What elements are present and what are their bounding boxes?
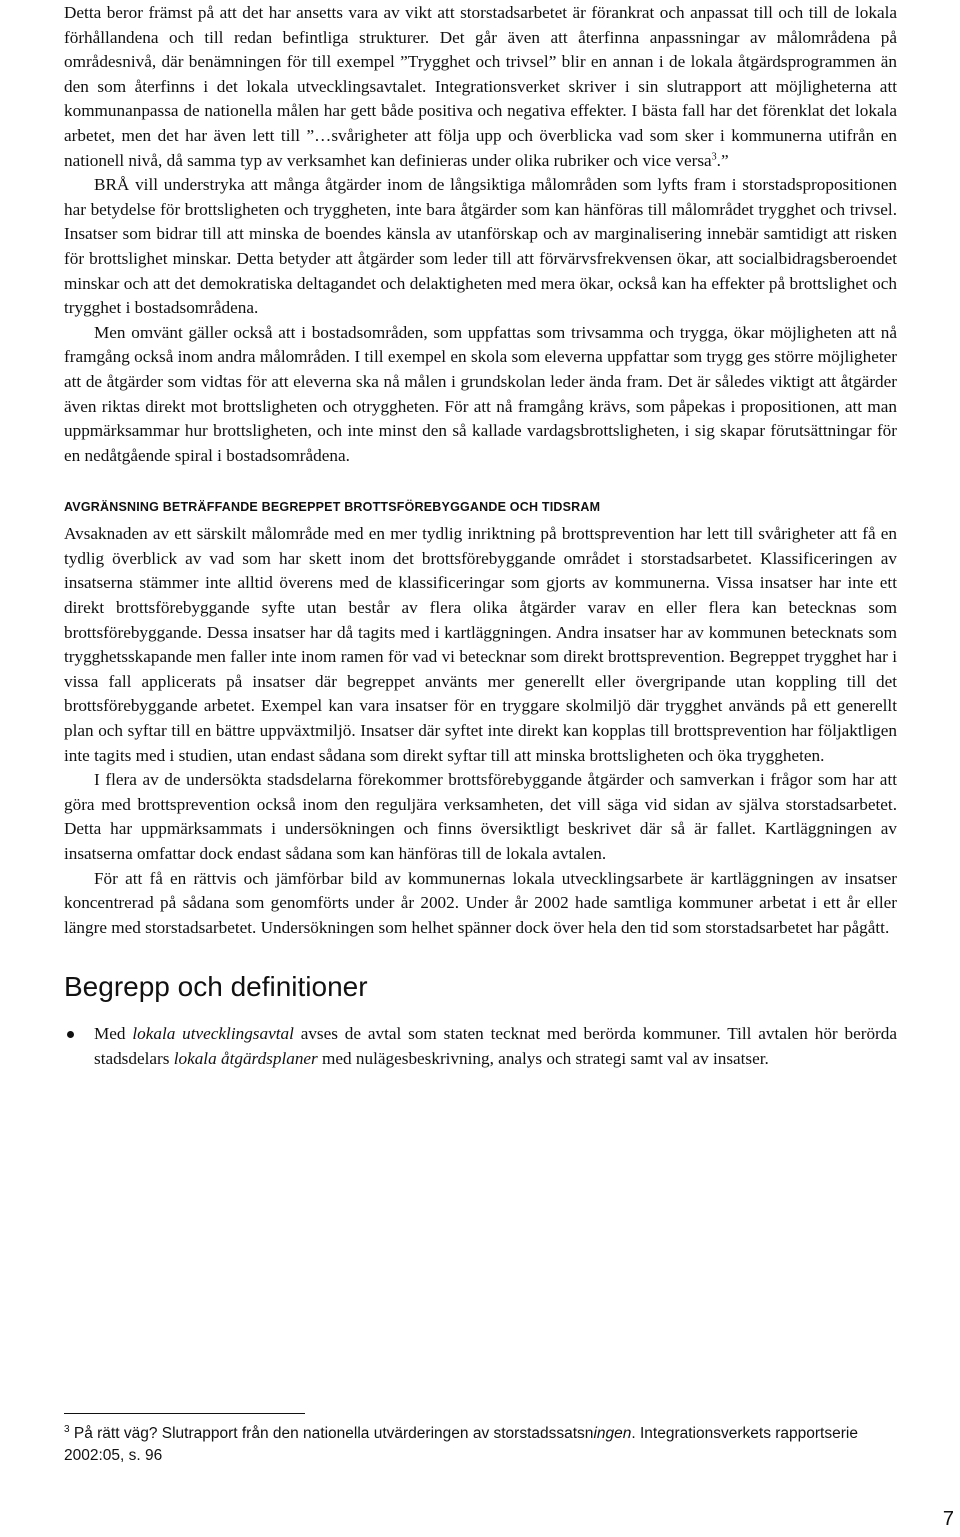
paragraph-4 <box>64 522 897 768</box>
text-run: Avsaknaden av ett särskilt målområde med en mer tydlig inriktning på brottsprevention har lett till svårigheter att få en tydlig överblick av vad som har skett inom det brottsförebyggande området i storstadsarbetet. Klassificeringen av insatserna stämmer inte alltid överens med de klassificeringar som gjorts av kommunerna. Vissa insatser har inte ett direkt brottsförebyggande syfte utan består av flera olika åtgärder varav en eller flera kan betecknas som brottsförebyggande. Dessa insatser har då tagits med i kartläggningen. Andra insatser har av kommunen betecknats som trygghetsskapande men faller inte inom ramen för vad vi betecknar som direkt brottsprevention. Begreppet trygghet har i vissa fall applicerats på insatser där begreppet använts mer generellt eller övergripande utan koppling till det brottsförebyggande arbetet. Exempel kan vara insatser för en tryggare skolmiljö där trygghet används på ett generellt plan och syftar till en bättre uppväxtmiljö. Insatser där syftet inte direkt kan kopplas till brottsprevention har följaktligen inte tagits med i studien, utan endast sådana som direkt syftar till att minska brottsligheten och öka tryggheten. <box>64 524 897 765</box>
footnote-text <box>64 1425 858 1464</box>
definition-text <box>94 1022 897 1071</box>
footnote <box>64 1423 897 1467</box>
text-run: med nulägesbeskrivning, analys och strategi samt val av insatser. <box>317 1048 769 1068</box>
text-run: På rätt väg? Slutrapport från den nationella utvärderingen av storstadssatsn <box>69 1425 594 1442</box>
paragraph-5 <box>64 768 897 866</box>
footnote-reference: 3 <box>711 150 717 162</box>
body-section-2 <box>64 522 897 940</box>
document-page <box>64 0 897 1464</box>
text-run: lokala utvecklingsavtal <box>132 1024 294 1044</box>
text-run: ingen <box>593 1425 632 1442</box>
paragraph-1 <box>64 1 897 173</box>
page-number: 7 <box>942 1508 954 1530</box>
paragraph-6 <box>64 867 897 941</box>
text-run: BRÅ vill understryka att många åtgärder inom de långsiktiga målområden som lyfts fram i storstadspropositionen har betydelse för brottsligheten och tryggheten, inte bara åtgärder som kan hänföras till målområdet trygghet och trivsel. Insatser som bidrar till att minska de boendes känsla av utanförskap och av marginalisering innebär samtidigt att risken för brottslighet minskar. Detta betyder att åtgärder som leder till att förvärvsfrekvensen ökar, att socialbidragsberoendet minskar och att det demokratiska deltagandet och delaktigheten med mera ökar, också kan ha effekter på brottslighet och trygghet i bostadsområdena. <box>64 175 897 318</box>
text-run: I flera av de undersökta stadsdelarna förekommer brottsförebyggande åtgärder och samverkan i frågor som har att göra med brottsprevention också inom den reguljära verksamheten, det vill säga vid sidan av själva storstadsarbetet. Detta har uppmärksammats i undersökningen och finns översiktligt beskrivet där så är fallet. Kartläggningen av insatserna omfattar dock endast sådana som kan hänföras till de lokala avtalen. <box>64 770 897 863</box>
text-run: Detta beror främst på att det har ansetts vara av vikt att storstadsarbetet är förankrat och anpassat till och till de lokala förhållandena och till redan befintliga strukturer. Det går även att återfinna anpassningar av målområdena på områdesnivå, där benämningen för till exempel ”Trygghet och trivsel” blir en annan i de lokala åtgärdsprogrammen än den som återfinns i det lokala utvecklingsavtalet. Integrationsverket skriver i sin slutrapport att möjligheterna att kommunanpassa de nationella målen har gett både positiva och negativa effekter. I bästa fall har det förenklat det lokala arbetet, men det har även lett till ”…svårigheter att följa upp och överblicka vad som sker i kommunerna utifrån en nationell nivå, då samma typ av verksamhet kan definieras under olika rubriker och vice versa <box>64 3 897 170</box>
definition-item <box>64 1022 897 1071</box>
paragraph-3 <box>64 321 897 469</box>
text-run: Med <box>94 1024 133 1044</box>
paragraph-2 <box>64 173 897 321</box>
section-heading: AVGRÄNSNING BETRÄFFANDE BEGREPPET BROTTSFÖREBYGGANDE OCH TIDSRAM <box>64 500 601 515</box>
text-run: Men omvänt gäller också att i bostadsområden, som uppfattas som trivsamma och trygga, ökar möjligheten att nå framgång också inom andra målområden. I till exempel en skola som eleverna uppfattar som trygg ges större möjligheter att de åtgärder som vidtas för att eleverna ska nå målen i grundskolan leder ända fram. Det är således viktigt att åtgärder även riktas direkt mot brottsligheten och otryggheten. För att nå framgång krävs, som påpekas i propositionen, att man uppmärksammar hur brottsligheten, och inte minst den så kallade vardagsbrottsligheten, i sig skapar förutsättningar för en nedåtgående spiral i bostadsområdena. <box>64 322 897 465</box>
text-run: avses de avtal som staten tecknat med berörda kommuner. Till avtalen hör berörda stadsdelars <box>94 1024 897 1068</box>
footnote-divider <box>64 1413 305 1414</box>
bullet-dot-icon <box>67 1031 74 1038</box>
text-run: . Integrationsverkets rapportserie 2002:05, s. 96 <box>64 1425 858 1464</box>
definitions-list <box>64 1022 897 1071</box>
body-section-1 <box>64 1 897 468</box>
text-run: För att få en rättvis och jämförbar bild av kommunernas lokala utvecklingsarbete är kartläggningen av insatser koncentrerad på sådana som genomförts under år 2002. Under år 2002 hade samtliga kommuner arbetat i ett år eller längre med storstadsarbetet. Undersökningen som helhet spänner dock över hela den tid som storstadsarbetet har pågått. <box>64 868 897 937</box>
chapter-heading: Begrepp och definitioner <box>64 971 368 1003</box>
text-run: .” <box>716 150 729 170</box>
footnote-mark: 3 <box>64 1423 70 1435</box>
text-run: lokala åtgärdsplaner <box>173 1048 318 1068</box>
